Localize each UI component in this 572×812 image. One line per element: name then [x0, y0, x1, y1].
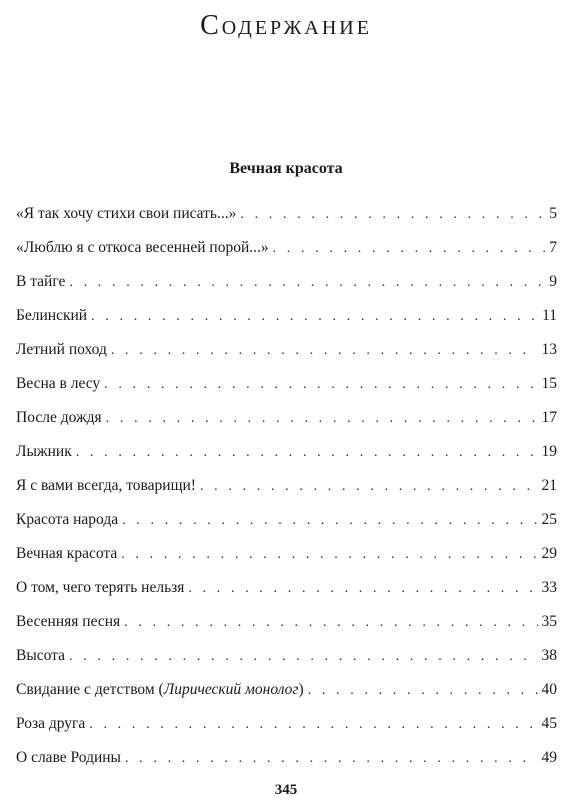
- toc-entry-title: В тайге: [16, 273, 66, 290]
- toc-entry-page: 21: [541, 477, 557, 494]
- toc-entry-page: 29: [541, 545, 557, 562]
- table-of-contents: [16, 201, 557, 779]
- toc-entry[interactable]: [16, 575, 557, 609]
- toc-entry-page: 35: [541, 613, 557, 630]
- dot-leader: [200, 474, 538, 500]
- toc-entry-title: Весенняя песня: [16, 613, 121, 630]
- toc-entry-page: 49: [541, 749, 557, 766]
- dot-leader: [122, 508, 537, 534]
- dot-leader: [125, 746, 538, 772]
- dot-leader: [91, 304, 538, 330]
- toc-entry-title-suffix: ): [298, 681, 304, 698]
- toc-entry-title: Роза друга: [16, 715, 86, 732]
- toc-entry-title: После дождя: [16, 409, 102, 426]
- dot-leader: [308, 678, 538, 704]
- toc-entry[interactable]: [16, 677, 557, 711]
- toc-entry-page: 13: [541, 341, 557, 358]
- toc-entry-title: О славе Родины: [16, 749, 121, 766]
- toc-entry-page: 40: [541, 681, 557, 698]
- dot-leader: [106, 406, 538, 432]
- toc-entry-title: Свидание с детством (: [16, 681, 164, 698]
- toc-entry-title: О том, чего терять нельзя: [16, 579, 185, 596]
- toc-entry[interactable]: [16, 609, 557, 643]
- toc-entry-title: Весна в лесу: [16, 375, 101, 392]
- toc-entry[interactable]: [16, 303, 557, 337]
- dot-leader: [188, 576, 537, 602]
- toc-entry[interactable]: [16, 337, 557, 371]
- toc-entry-page: 7: [549, 239, 557, 256]
- toc-entry[interactable]: [16, 541, 557, 575]
- toc-entry-title: Я с вами всегда, товарищи!: [16, 477, 196, 494]
- toc-entry[interactable]: [16, 711, 557, 745]
- toc-entry-title: «Я так хочу стихи свои писать...»: [16, 205, 237, 222]
- dot-leader: [69, 270, 545, 296]
- toc-entry[interactable]: [16, 235, 557, 269]
- toc-entry[interactable]: [16, 439, 557, 473]
- toc-entry-title: Красота народа: [16, 511, 119, 528]
- dot-leader: [124, 610, 537, 636]
- toc-entry-page: 15: [541, 375, 557, 392]
- toc-entry-subtitle: Лирический монолог: [163, 681, 299, 698]
- dot-leader: [121, 542, 537, 568]
- section-title: Вечная красота: [229, 160, 343, 177]
- toc-entry[interactable]: [16, 507, 557, 541]
- toc-entry-page: 33: [541, 579, 557, 596]
- toc-entry-page: 9: [549, 273, 557, 290]
- toc-entry-title: Летний поход: [16, 341, 107, 358]
- toc-entry-title: Вечная красота: [16, 545, 118, 562]
- toc-entry-page: 5: [549, 205, 557, 222]
- toc-entry-page: 45: [541, 715, 557, 732]
- dot-leader: [76, 440, 538, 466]
- toc-entry-title: «Люблю я с откоса весенней порой...»: [16, 239, 269, 256]
- toc-entry-page: 11: [542, 307, 557, 324]
- toc-entry-page: 17: [541, 409, 557, 426]
- toc-entry-title: Лыжник: [16, 443, 72, 460]
- toc-entry-page: 38: [541, 647, 557, 664]
- dot-leader: [111, 338, 538, 364]
- toc-entry[interactable]: [16, 201, 557, 235]
- toc-entry-page: 25: [541, 511, 557, 528]
- toc-entry-title-wrap: [16, 677, 304, 703]
- dot-leader: [240, 202, 545, 228]
- toc-entry[interactable]: [16, 473, 557, 507]
- page-number: 345: [274, 782, 298, 798]
- toc-entry[interactable]: [16, 269, 557, 303]
- toc-entry-title: Высота: [16, 647, 66, 664]
- toc-entry[interactable]: [16, 405, 557, 439]
- dot-leader: [69, 644, 537, 670]
- toc-entry-page: 19: [541, 443, 557, 460]
- toc-entry[interactable]: [16, 745, 557, 779]
- toc-entry[interactable]: [16, 371, 557, 405]
- toc-entry[interactable]: [16, 643, 557, 677]
- dot-leader: [104, 372, 537, 398]
- toc-entry-title: Белинский: [16, 307, 88, 324]
- dot-leader: [273, 236, 546, 262]
- dot-leader: [89, 712, 537, 738]
- page-title: Содержание: [200, 10, 372, 41]
